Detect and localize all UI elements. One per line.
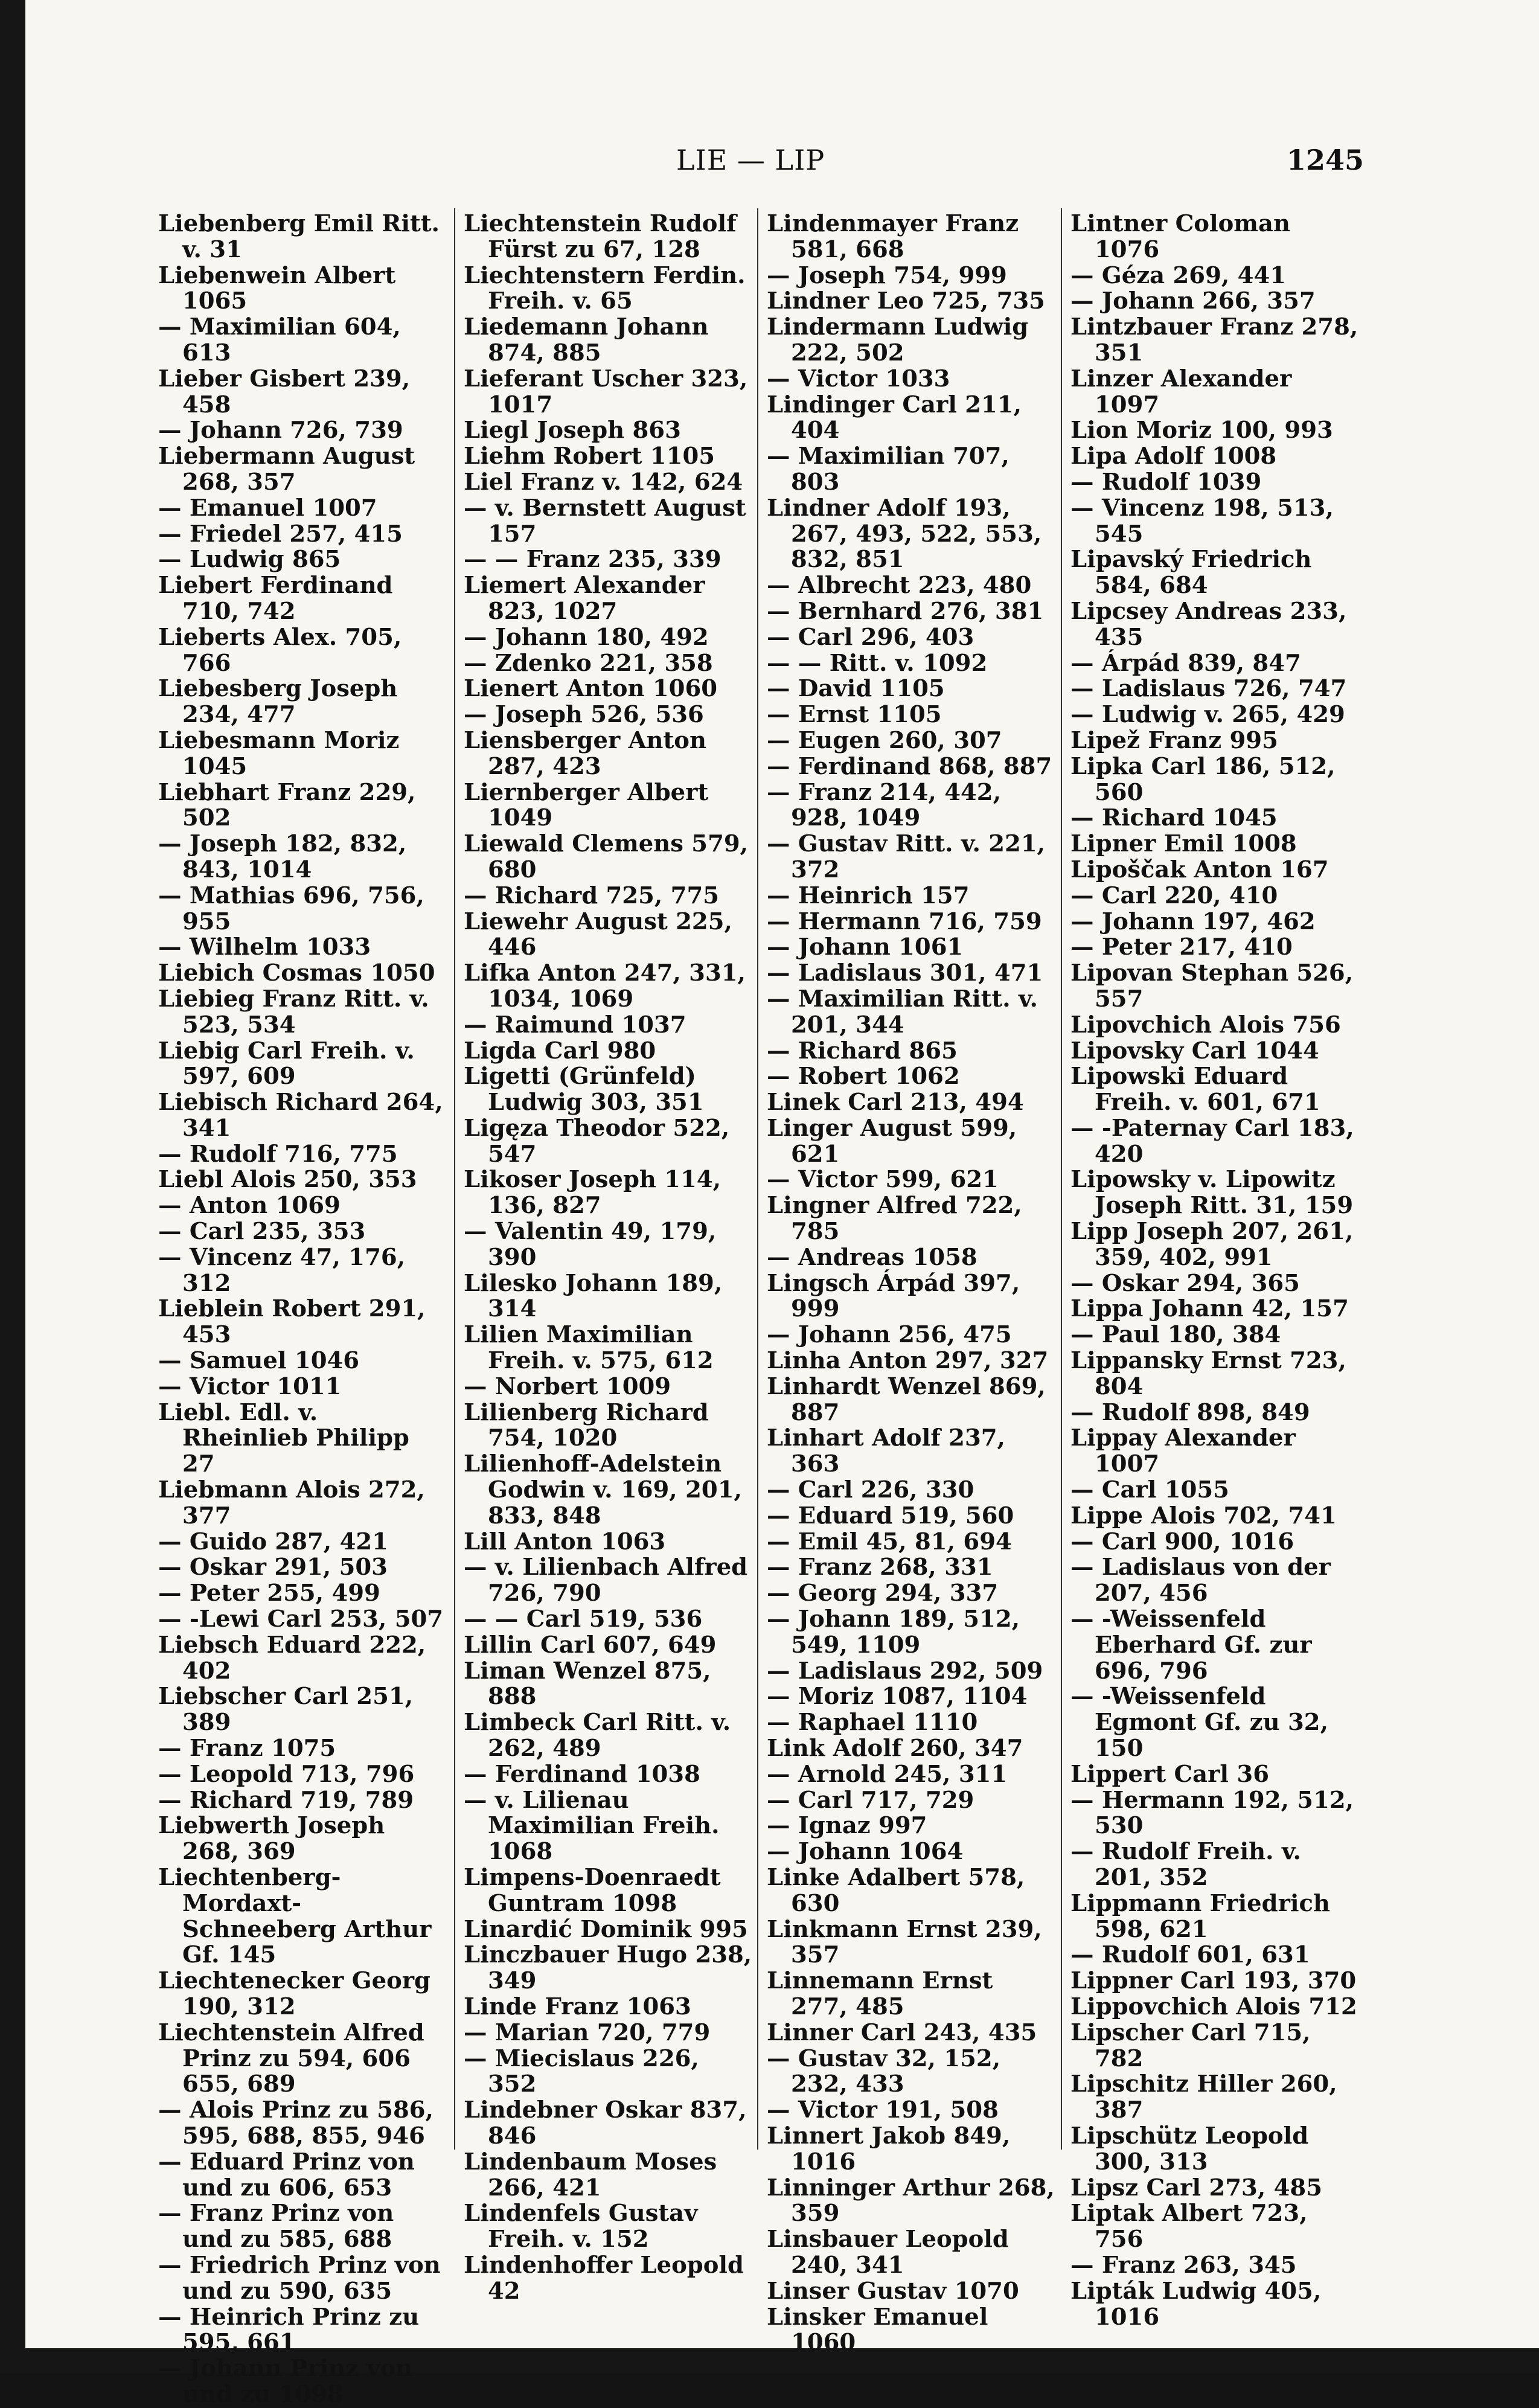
index-entry: Liewehr August 225, 446 <box>464 908 732 961</box>
index-entry: — Carl 296, 403 <box>767 623 974 651</box>
index-entry: — — Carl 519, 536 <box>464 1606 703 1633</box>
index-entry: — Maximilian 604, 613 <box>158 313 401 367</box>
index-entry: Lion Moriz 100, 993 <box>1070 417 1333 444</box>
index-entry: — Carl 220, 410 <box>1070 882 1278 909</box>
index-entry: Lintner Coloman 1076 <box>1070 210 1290 263</box>
index-entry: — Peter 217, 410 <box>1070 933 1293 961</box>
index-entry: — Hermann 192, 512, 530 <box>1070 1786 1354 1840</box>
index-entry: Lipowsky v. Lipowitz Joseph Ritt. 31, 159 <box>1070 1166 1354 1220</box>
index-entry: — Johann 1064 <box>767 1838 964 1866</box>
index-entry: — Moriz 1087, 1104 <box>767 1683 1028 1711</box>
index-entry: Linner Carl 243, 435 <box>767 2019 1037 2046</box>
index-entry: — Joseph 754, 999 <box>767 261 1007 289</box>
index-entry: — Carl 226, 330 <box>767 1476 974 1504</box>
index-entry: Linhart Adolf 237, 363 <box>767 1424 1005 1478</box>
index-entry: Lindenhoffer Leopold 42 <box>464 2251 744 2305</box>
index-entry: Lipták Ludwig 405, 1016 <box>1070 2277 1322 2331</box>
page-header <box>0 144 1539 180</box>
index-entry: Lipoščak Anton 167 <box>1070 856 1329 883</box>
index-entry: Lipavský Friedrich 584, 684 <box>1070 546 1312 600</box>
index-entry: — Rudolf 716, 775 <box>158 1140 398 1168</box>
index-entry: Liebsch Eduard 222, 402 <box>158 1631 426 1685</box>
index-entry: Liebenwein Albert 1065 <box>158 261 396 315</box>
index-entry: Linczbauer Hugo 238, 349 <box>464 1941 752 1995</box>
index-entry: Lindner Adolf 193, 267, 493, 522, 553, 832, 851 <box>767 494 1042 574</box>
index-entry: — Gustav Ritt. v. 221, 372 <box>767 830 1046 883</box>
index-entry: — Johann 180, 492 <box>464 623 709 651</box>
index-entry: Lilienberg Richard 754, 1020 <box>464 1398 709 1452</box>
index-entry: Liel Franz v. 142, 624 <box>464 468 743 496</box>
index-entry: Liebl. Edl. v. Rheinlieb Philipp 27 <box>158 1398 409 1478</box>
index-entry: Linnert Jakob 849, 1016 <box>767 2122 1011 2176</box>
index-entry: — Ladislaus 726, 747 <box>1070 675 1347 703</box>
index-entry: Lilesko Johann 189, 314 <box>464 1269 723 1323</box>
index-entry: — Maximilian 707, 803 <box>767 443 1009 496</box>
index-entry: — Johann 197, 462 <box>1070 908 1316 935</box>
index-entry: — Andreas 1058 <box>767 1243 977 1271</box>
index-entry: Liebieg Franz Ritt. v. 523, 534 <box>158 985 429 1039</box>
index-entry: Liehm Robert 1105 <box>464 443 715 470</box>
index-entry: Lienert Anton 1060 <box>464 675 718 703</box>
index-entry: Lilienhoff-Adelstein Godwin v. 169, 201, 833, 848 <box>464 1450 742 1529</box>
index-entry: Linser Gustav 1070 <box>767 2277 1019 2305</box>
index-entry: Lipka Carl 186, 512, 560 <box>1070 752 1336 806</box>
index-entry: Lifka Anton 247, 331, 1034, 1069 <box>464 959 746 1013</box>
index-entry: — Raphael 1110 <box>767 1709 978 1737</box>
index-entry: Lippert Carl 36 <box>1070 1760 1269 1788</box>
index-entry: Lindebner Oskar 837, 846 <box>464 2096 747 2150</box>
page-number: 1245 <box>1286 144 1364 176</box>
index-entry: — Raimund 1037 <box>464 1011 686 1039</box>
index-entry: — Alois Prinz zu 586, 595, 688, 855, 946 <box>158 2096 434 2150</box>
index-entry: Linger August 599, 621 <box>767 1114 1017 1168</box>
index-entry: Liebich Cosmas 1050 <box>158 959 435 987</box>
column-divider <box>757 208 758 2150</box>
index-entry: Lippansky Ernst 723, 804 <box>1070 1347 1346 1400</box>
index-entry: Lipp Joseph 207, 261, 359, 402, 991 <box>1070 1218 1354 1271</box>
index-entry: — Carl 900, 1016 <box>1070 1528 1294 1555</box>
index-entry: — Johann 189, 512, 549, 1109 <box>767 1606 1020 1659</box>
index-entry: — Johann 256, 475 <box>767 1321 1012 1349</box>
index-entry: — Peter 255, 499 <box>158 1580 380 1607</box>
index-entry: Lindner Leo 725, 735 <box>767 287 1045 315</box>
index-entry: — Géza 269, 441 <box>1070 261 1287 289</box>
index-entry: — Victor 1033 <box>767 365 950 392</box>
index-entry: Ligęza Theodor 522, 547 <box>464 1114 730 1168</box>
index-entry: Lipovchich Alois 756 <box>1070 1011 1341 1039</box>
index-entry: — Ludwig v. 265, 429 <box>1070 701 1345 729</box>
index-entry: — Wilhelm 1033 <box>158 933 371 961</box>
index-entry: Liebesberg Joseph 234, 477 <box>158 675 398 729</box>
index-entry: — Johann 1061 <box>767 933 964 961</box>
index-entry: Liechtenstein Rudolf Fürst zu 67, 128 <box>464 210 737 263</box>
index-entry: Lindinger Carl 211, 404 <box>767 391 1022 444</box>
index-entry: Liechtenecker Georg 190, 312 <box>158 1967 430 2020</box>
index-entry: — Joseph 526, 536 <box>464 701 704 729</box>
index-entry: Linardić Dominik 995 <box>464 1915 748 1943</box>
index-entry: Linsbauer Leopold 240, 341 <box>767 2226 1009 2279</box>
column-4 <box>1070 211 1360 2330</box>
index-entry: Linkmann Ernst 239, 357 <box>767 1915 1042 1969</box>
index-entry: — v. Lilienbach Alfred 726, 790 <box>464 1554 748 1607</box>
index-entry: — Ladislaus 292, 509 <box>767 1657 1043 1685</box>
index-entry: Liechtenstern Ferdin. Freih. v. 65 <box>464 261 746 315</box>
index-entry: Lippay Alexander 1007 <box>1070 1424 1296 1478</box>
index-entry: — Johann 266, 357 <box>1070 287 1316 315</box>
index-entry: Linke Adalbert 578, 630 <box>767 1864 1025 1917</box>
index-entry: — Richard 719, 789 <box>158 1786 414 1814</box>
index-entry: Lindermann Ludwig 222, 502 <box>767 313 1029 367</box>
index-entry: — Leopold 713, 796 <box>158 1760 415 1788</box>
index-entry: Linek Carl 213, 494 <box>767 1089 1024 1116</box>
index-entry: — Guido 287, 421 <box>158 1528 388 1555</box>
index-entry: — Rudolf 898, 849 <box>1070 1398 1310 1426</box>
index-entry: Linnemann Ernst 277, 485 <box>767 1967 993 2020</box>
index-entry: — Rudolf 601, 631 <box>1070 1941 1310 1969</box>
index-entry: Liensberger Anton 287, 423 <box>464 726 706 780</box>
column-3 <box>767 211 1057 2356</box>
index-entry: Lindenfels Gustav Freih. v. 152 <box>464 2200 698 2253</box>
index-entry: — Johann Prinz von und zu 1098 <box>158 2355 413 2408</box>
index-entry: Lingsch Árpád 397, 999 <box>767 1269 1020 1323</box>
index-entry: Lippmann Friedrich 598, 621 <box>1070 1889 1330 1943</box>
index-entry: Lillin Carl 607, 649 <box>464 1631 717 1659</box>
index-entry: Lipner Emil 1008 <box>1070 830 1297 858</box>
index-entry: Lipež Franz 995 <box>1070 726 1278 754</box>
index-entry: — Richard 1045 <box>1070 804 1278 832</box>
index-entry: — David 1105 <box>767 675 945 703</box>
index-entry: Liebhart Franz 229, 502 <box>158 778 416 832</box>
index-entry: — Oskar 294, 365 <box>1070 1269 1300 1297</box>
index-entry: Lipowski Eduard Freih. v. 601, 671 <box>1070 1063 1320 1116</box>
index-entry: — Heinrich Prinz zu 595, 661 <box>158 2303 420 2357</box>
index-entry: Liebmann Alois 272, 377 <box>158 1476 425 1529</box>
index-entry: Lieferant Uscher 323, 1017 <box>464 365 748 418</box>
index-entry: Lintzbauer Franz 278, 351 <box>1070 313 1358 367</box>
index-entry: Liechtenstein Alfred Prinz zu 594, 606 655, 689 <box>158 2019 424 2098</box>
index-entry: — Victor 599, 621 <box>767 1166 999 1194</box>
index-entry: Linsker Emanuel 1060 <box>767 2303 988 2357</box>
index-entry: — Franz 268, 331 <box>767 1554 993 1581</box>
index-entry: — Franz Prinz von und zu 585, 688 <box>158 2200 394 2253</box>
index-entry: — v. Lilienau Maximilian Freih. 1068 <box>464 1786 720 1866</box>
index-entry: — Emil 45, 81, 694 <box>767 1528 1012 1555</box>
index-entry: Lipschütz Leopold 300, 313 <box>1070 2122 1309 2176</box>
index-entry: Lippe Alois 702, 741 <box>1070 1502 1337 1529</box>
index-entry: — Mathias 696, 756, 955 <box>158 882 424 935</box>
index-entry: — Vincenz 198, 513, 545 <box>1070 494 1334 548</box>
index-entry: Lieberts Alex. 705, 766 <box>158 623 402 677</box>
index-entry: Liebwerth Joseph 268, 369 <box>158 1812 385 1866</box>
column-2 <box>464 211 754 2305</box>
index-entry: — Carl 1055 <box>1070 1476 1229 1504</box>
index-entry: Lippner Carl 193, 370 <box>1070 1967 1357 1995</box>
index-entry: Lipovan Stephan 526, 557 <box>1070 959 1354 1013</box>
index-entry: — — Ritt. v. 1092 <box>767 649 988 677</box>
index-entry: — Ignaz 997 <box>767 1812 927 1840</box>
index-entry: — Franz 1075 <box>158 1735 336 1763</box>
index-entry: — Eduard 519, 560 <box>767 1502 1014 1529</box>
index-entry: — Anton 1069 <box>158 1192 341 1220</box>
index-entry: Linhardt Wenzel 869, 887 <box>767 1372 1046 1426</box>
index-entry: — Ladislaus von der 207, 456 <box>1070 1554 1331 1607</box>
index-entry: — Marian 720, 779 <box>464 2019 711 2046</box>
index-entry: Liebenberg Emil Ritt. v. 31 <box>158 210 440 263</box>
index-entry: — Joseph 182, 832, 843, 1014 <box>158 830 407 883</box>
index-entry: — Ferdinand 868, 887 <box>767 752 1052 780</box>
index-entry: — Eugen 260, 307 <box>767 726 1002 754</box>
index-entry: — Georg 294, 337 <box>767 1580 999 1607</box>
index-entry: Lindenmayer Franz 581, 668 <box>767 210 1019 263</box>
index-entry: — Richard 865 <box>767 1037 958 1065</box>
index-entry: Liebert Ferdinand 710, 742 <box>158 572 393 625</box>
index-entry: — — Franz 235, 339 <box>464 546 722 574</box>
index-entry: — Eduard Prinz von und zu 606, 653 <box>158 2148 415 2201</box>
index-entry: — Vincenz 47, 176, 312 <box>158 1243 406 1297</box>
column-divider <box>454 208 455 2150</box>
index-entry: — Maximilian Ritt. v. 201, 344 <box>767 985 1038 1039</box>
index-entry: — Valentin 49, 179, 390 <box>464 1218 717 1271</box>
index-entry: — Ferdinand 1038 <box>464 1760 700 1788</box>
index-entry: Liernberger Albert 1049 <box>464 778 709 832</box>
index-entry: Lipschitz Hiller 260, 387 <box>1070 2070 1337 2124</box>
index-entry: — Miecislaus 226, 352 <box>464 2045 699 2098</box>
index-entry: — Emanuel 1007 <box>158 494 377 522</box>
index-entry: — Rudolf Freih. v. 201, 352 <box>1070 1838 1301 1891</box>
index-entry: Liebisch Richard 264, 341 <box>158 1089 443 1142</box>
index-entry: — Victor 191, 508 <box>767 2096 999 2124</box>
index-entry: — Rudolf 1039 <box>1070 468 1262 496</box>
index-entry: Lippa Johann 42, 157 <box>1070 1295 1349 1323</box>
index-entry: — Gustav 32, 152, 232, 433 <box>767 2045 1001 2098</box>
index-entry: Lieber Gisbert 239, 458 <box>158 365 411 418</box>
running-title: LIE — LIP <box>676 144 825 176</box>
index-entry: — Árpád 839, 847 <box>1070 649 1301 677</box>
index-entry: Liechtenberg-Mordaxt-Schneeberg Arthur Gf. 145 <box>158 1864 432 1969</box>
index-entry: Lipsz Carl 273, 485 <box>1070 2174 1322 2201</box>
index-entry: Ligetti (Grünfeld) Ludwig 303, 351 <box>464 1063 704 1116</box>
index-entry: — Carl 717, 729 <box>767 1786 974 1814</box>
index-entry: Lindenbaum Moses 266, 421 <box>464 2148 717 2201</box>
index-entry: — Oskar 291, 503 <box>158 1554 388 1581</box>
index-entry: Liebermann August 268, 357 <box>158 443 415 496</box>
index-entry: — Heinrich 157 <box>767 882 970 909</box>
index-entry: — Johann 726, 739 <box>158 417 403 444</box>
index-entry: Lingner Alfred 722, 785 <box>767 1192 1022 1246</box>
index-entry: Lipa Adolf 1008 <box>1070 443 1277 470</box>
index-entry: — Ernst 1105 <box>767 701 942 729</box>
index-entry: — -Lewi Carl 253, 507 <box>158 1606 444 1633</box>
index-entry: — Friedel 257, 415 <box>158 520 403 548</box>
index-entry: Liptak Albert 723, 756 <box>1070 2200 1308 2253</box>
index-entry: Lippovchich Alois 712 <box>1070 1993 1357 2020</box>
index-entry: Lipovsky Carl 1044 <box>1070 1037 1319 1065</box>
index-entry: Liegl Joseph 863 <box>464 417 681 444</box>
index-entry: Liemert Alexander 823, 1027 <box>464 572 705 625</box>
index-entry: — Samuel 1046 <box>158 1347 360 1375</box>
index-entry: — Robert 1062 <box>767 1063 960 1090</box>
index-entry: Lipcsey Andreas 233, 435 <box>1070 597 1347 651</box>
index-entry: Lill Anton 1063 <box>464 1528 666 1555</box>
index-entry: Linde Franz 1063 <box>464 1993 691 2020</box>
index-entry: Limpens-Doenraedt Guntram 1098 <box>464 1864 721 1917</box>
index-entry: — Franz 214, 442, 928, 1049 <box>767 778 1001 832</box>
index-entry: Linzer Alexander 1097 <box>1070 365 1292 418</box>
index-entry: Liedemann Johann 874, 885 <box>464 313 709 367</box>
index-entry: — -Weissenfeld Egmont Gf. zu 32, 150 <box>1070 1683 1328 1763</box>
index-entry: — Victor 1011 <box>158 1372 342 1400</box>
column-divider <box>1061 208 1062 2150</box>
index-entry: Liebig Carl Freih. v. 597, 609 <box>158 1037 415 1090</box>
index-entry: — Norbert 1009 <box>464 1372 671 1400</box>
scan-edge-left <box>0 0 25 2372</box>
index-entry: Likoser Joseph 114, 136, 827 <box>464 1166 722 1220</box>
index-entry: — Bernhard 276, 381 <box>767 597 1044 625</box>
index-entry: Liewald Clemens 579, 680 <box>464 830 749 883</box>
index-entry: — v. Bernstett August 157 <box>464 494 746 548</box>
index-entry: Limbeck Carl Ritt. v. 262, 489 <box>464 1709 731 1763</box>
index-entry: — -Weissenfeld Eberhard Gf. zur 696, 796 <box>1070 1606 1312 1685</box>
index-entry: — Hermann 716, 759 <box>767 908 1042 935</box>
index-entry: — Franz 263, 345 <box>1070 2251 1297 2279</box>
index-entry: — Albrecht 223, 480 <box>767 572 1032 600</box>
index-entry: Ligda Carl 980 <box>464 1037 656 1065</box>
index-entry: — Ludwig 865 <box>158 546 341 574</box>
index-entry: — Ladislaus 301, 471 <box>767 959 1043 987</box>
index-entry: Liman Wenzel 875, 888 <box>464 1657 711 1711</box>
index-entry: Linninger Arthur 268, 359 <box>767 2174 1055 2227</box>
index-entry: Linha Anton 297, 327 <box>767 1347 1049 1375</box>
index-entry: — Paul 180, 384 <box>1070 1321 1281 1349</box>
index-entry: — Zdenko 221, 358 <box>464 649 713 677</box>
index-entry: Liebesmann Moriz 1045 <box>158 726 400 780</box>
index-entry: Liebl Alois 250, 353 <box>158 1166 417 1194</box>
index-entry: Lipscher Carl 715, 782 <box>1070 2019 1311 2072</box>
index-entry: — Friedrich Prinz von und zu 590, 635 <box>158 2251 441 2305</box>
index-entry: — Richard 725, 775 <box>464 882 720 909</box>
index-entry: Link Adolf 260, 347 <box>767 1735 1023 1763</box>
index-entry: Liebscher Carl 251, 389 <box>158 1683 414 1737</box>
index-entry: — Arnold 245, 311 <box>767 1760 1008 1788</box>
index-entry: — -Paternay Carl 183, 420 <box>1070 1114 1354 1168</box>
column-1 <box>158 211 448 2408</box>
index-entry: — Carl 235, 353 <box>158 1218 366 1246</box>
index-entry: Lieblein Robert 291, 453 <box>158 1295 426 1349</box>
index-entry: Lilien Maximilian Freih. v. 575, 612 <box>464 1321 714 1375</box>
